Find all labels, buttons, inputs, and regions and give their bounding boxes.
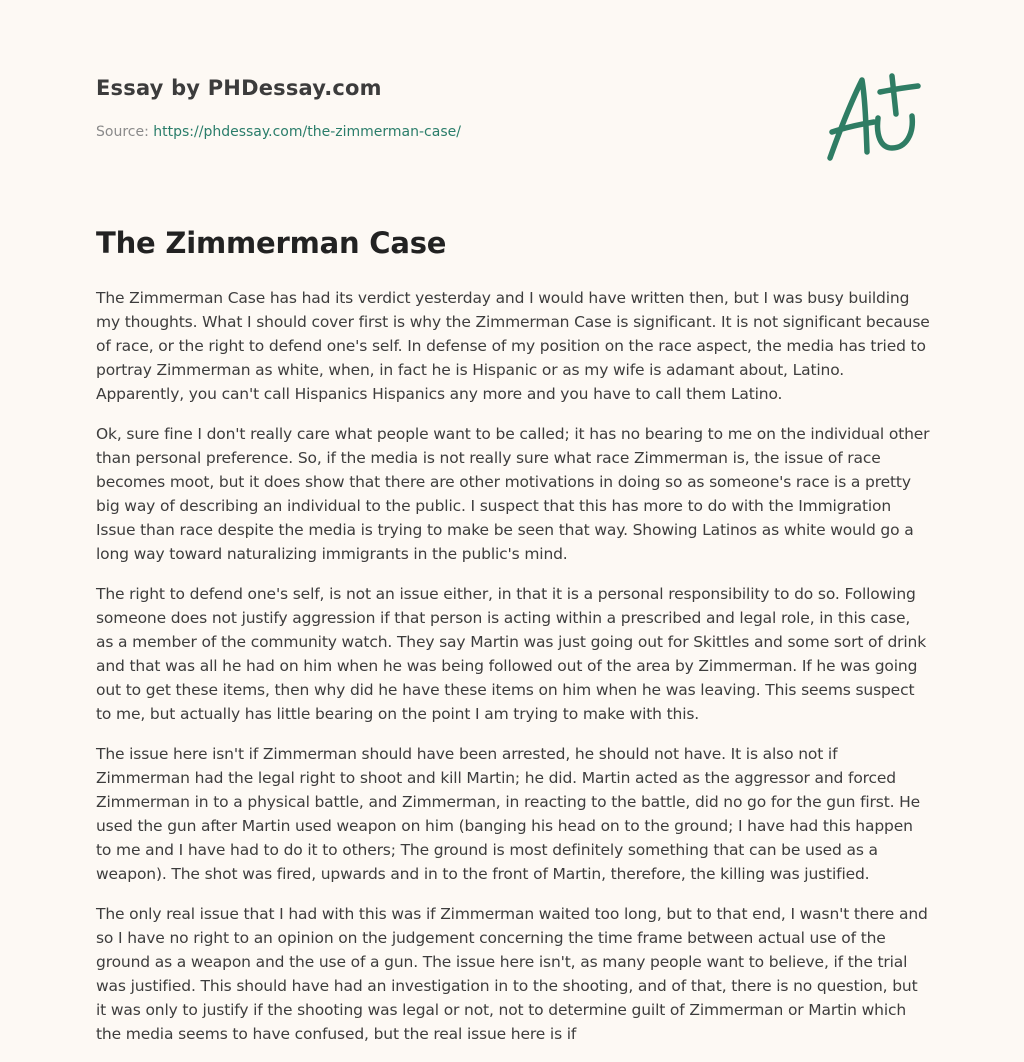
source-link[interactable]: https://phdessay.com/the-zimmerman-case/ <box>153 124 461 140</box>
essay-paragraph: The only real issue that I had with this was if Zimmerman waited too long, but to that end, I wasn't there and so I have no right to an opinion on the judgement concerning the time frame between actual use of the ground as a weapon and the use of a gun. The issue here isn't, as many people want to believe, if the trial was justified. This should have had an investigation in to the shooting, and of that, there is no question, but it was only to justify if the shooting was legal or not, not to determine guilt of Zimmerman or Martin which the media seems to have confused, but the real issue here is if <box>96 905 928 1043</box>
source-line <box>96 124 461 140</box>
essay-paragraph: Ok, sure fine I don't really care what people want to be called; it has no bearing to me on the individual other than personal preference. So, if the media is not really sure what race Zimmerman is, the issue of race becomes moot, but it does show that there are other motivations in doing so as someone's race is a pretty big way of describing an individual to the public. I suspect that this has more to do with the Immigration Issue than race despite the media is trying to make be seen that way. Showing Latinos as white would go a long way toward naturalizing immigrants in the public's mind. <box>96 425 930 563</box>
brand-title: Essay by PHDessay.com <box>96 76 382 100</box>
essay-paragraph: The issue here isn't if Zimmerman should have been arrested, he should not have. It is also not if Zimmerman had the legal right to shoot and kill Martin; he did. Martin acted as the aggressor and forced Zimmerman in to a physical battle, and Zimmerman, in reacting to the battle, did no go for the gun first. He used the gun after Martin used weapon on him (banging his head on to the ground; I have had this happen to me and I have had to do it to others; The ground is most definitely something that can be used as a weapon). The shot was fired, upwards and in to the front of Martin, therefore, the killing was justified. <box>96 745 921 883</box>
a-plus-logo-icon <box>822 68 926 164</box>
essay-title: The Zimmerman Case <box>96 226 447 260</box>
essay-paragraph: The Zimmerman Case has had its verdict yesterday and I would have written then, but I was busy building my thoughts. What I should cover first is why the Zimmerman Case is significant. It is not significant because of race, or the right to defend one's self. In defense of my position on the race aspect, the media has tried to portray Zimmerman as white, when, in fact he is Hispanic or as my wife is adamant about, Latino. Apparently, you can't call Hispanics Hispanics any more and you have to call them Latino. <box>96 289 930 403</box>
essay-paragraph: The right to defend one's self, is not an issue either, in that it is a personal responsibility to do so. Following someone does not justify aggression if that person is acting within a prescribed and legal role, in this case, as a member of the community watch. They say Martin was just going out for Skittles and some sort of drink and that was all he had on him when he was being followed out of the area by Zimmerman. If he was going out to get these items, then why did he have these items on him when he was leaving. This seems suspect to me, but actually has little bearing on the point I am trying to make with this. <box>96 585 927 723</box>
source-label: Source: <box>96 124 149 140</box>
essay-body <box>96 286 930 1062</box>
